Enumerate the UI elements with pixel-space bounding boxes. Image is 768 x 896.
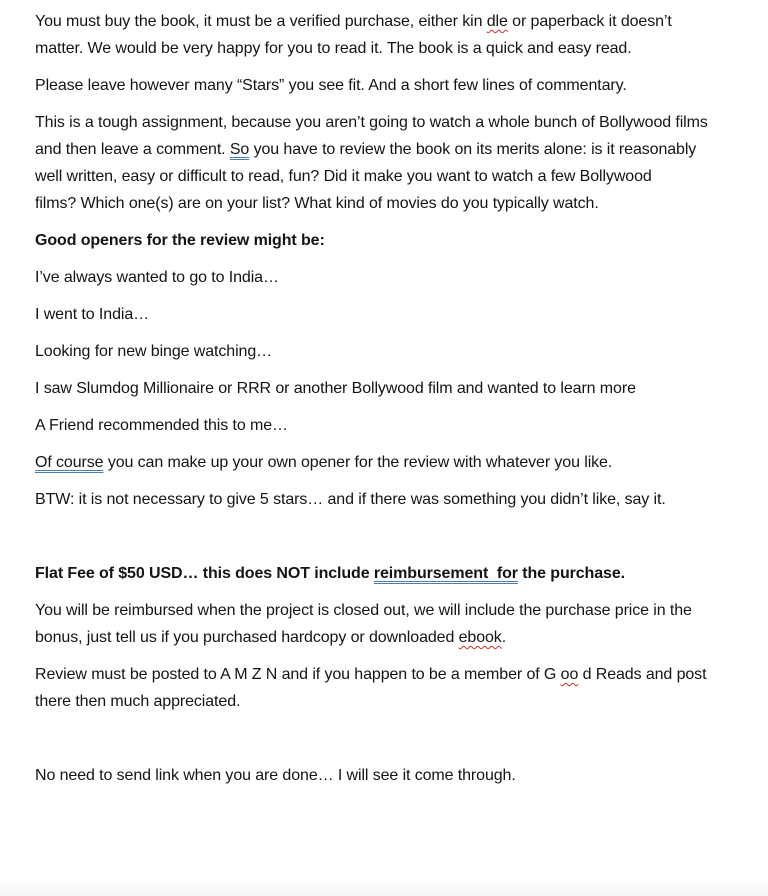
text-line	[35, 227, 740, 254]
text-run: d Reads and post	[578, 666, 707, 683]
spellcheck-marked-text: dle	[486, 13, 508, 30]
heading-flat-fee	[35, 560, 740, 587]
text-run: matter. We would be very happy for you to read it. The book is a quick and easy read.	[35, 40, 632, 57]
text-run: BTW: it is not necessary to give 5 stars… and if there was something you didn’t like, say it.	[35, 491, 666, 508]
text-line	[35, 661, 740, 688]
text-run: Please leave however many “Stars” you see fit. And a short few lines of commentary.	[35, 77, 627, 94]
text-run: Review must be posted to A M Z N and if you happen to be a member of G	[35, 666, 561, 683]
para-tough-assignment	[35, 109, 740, 217]
para-verified-purchase	[35, 8, 740, 62]
text-run: Looking for new binge watching…	[35, 343, 273, 360]
text-run: .	[501, 629, 507, 646]
opener-slumdog	[35, 375, 740, 402]
opener-binge-watching	[35, 338, 740, 365]
text-line	[35, 190, 740, 217]
grammar-marked-text: reimbursement for	[373, 565, 518, 582]
para-empty-2	[35, 725, 740, 752]
text-run: you can make up your own opener for the review with whatever you like.	[103, 454, 613, 471]
text-line	[35, 109, 740, 136]
text-line	[35, 688, 740, 715]
text-run: I saw Slumdog Millionaire or RRR or another Bollywood film and wanted to learn more	[35, 380, 636, 397]
text-run: the purchase.	[517, 565, 625, 582]
bottom-edge-strip	[0, 882, 768, 896]
text-run: films? Which one(s) are on your list? What kind of movies do you typically watch.	[35, 195, 599, 212]
text-run: bonus, just tell us if you purchased hardcopy or downloaded	[35, 629, 459, 646]
text-line	[35, 597, 740, 624]
spellcheck-marked-text: oo	[560, 666, 579, 683]
para-own-opener	[35, 449, 740, 476]
text-run: I went to India…	[35, 306, 150, 323]
text-line	[35, 301, 740, 328]
text-line	[35, 624, 740, 651]
text-line	[35, 136, 740, 163]
text-run: there then much appreciated.	[35, 693, 241, 710]
text-run: Good openers for the review might be:	[35, 232, 325, 249]
text-run: You must buy the book, it must be a verified purchase, either kin	[35, 13, 487, 30]
para-reimbursed	[35, 597, 740, 651]
text-run: well written, easy or difficult to read, fun? Did it make you want to watch a few Bollywood	[35, 168, 652, 185]
grammar-marked-text: Of course	[35, 454, 104, 471]
para-btw-stars	[35, 486, 740, 513]
para-no-need-link	[35, 762, 740, 789]
text-line	[35, 35, 740, 62]
text-line	[35, 449, 740, 476]
grammar-marked-text: So	[229, 141, 250, 158]
opener-friend-recommended	[35, 412, 740, 439]
text-line	[35, 486, 740, 513]
spellcheck-marked-text: ebook	[458, 629, 502, 646]
text-line	[35, 523, 740, 550]
text-line	[35, 762, 740, 789]
heading-good-openers	[35, 227, 740, 254]
text-line	[35, 375, 740, 402]
text-run: I’ve always wanted to go to India…	[35, 269, 279, 286]
text-line	[35, 412, 740, 439]
text-run: and then leave a comment.	[35, 141, 230, 158]
para-leave-stars	[35, 72, 740, 99]
text-line	[35, 725, 740, 752]
text-line	[35, 8, 740, 35]
opener-always-wanted-india	[35, 264, 740, 291]
para-empty-1	[35, 523, 740, 550]
text-line	[35, 560, 740, 587]
text-line	[35, 264, 740, 291]
opener-went-to-india	[35, 301, 740, 328]
text-line	[35, 338, 740, 365]
para-review-posted	[35, 661, 740, 715]
text-run: This is a tough assignment, because you aren’t going to watch a whole bunch of Bollywood films	[35, 114, 708, 131]
text-line	[35, 163, 740, 190]
text-run: you have to review the book on its merits alone: is it reasonably	[249, 141, 697, 158]
text-run: No need to send link when you are done… I will see it come through.	[35, 767, 516, 784]
text-run: or paperback it doesn’t	[507, 13, 672, 30]
text-run: You will be reimbursed when the project is closed out, we will include the purchase price in the	[35, 602, 692, 619]
text-run: Flat Fee of $50 USD… this does NOT include	[35, 565, 374, 582]
text-run: A Friend recommended this to me…	[35, 417, 288, 434]
text-line	[35, 72, 740, 99]
